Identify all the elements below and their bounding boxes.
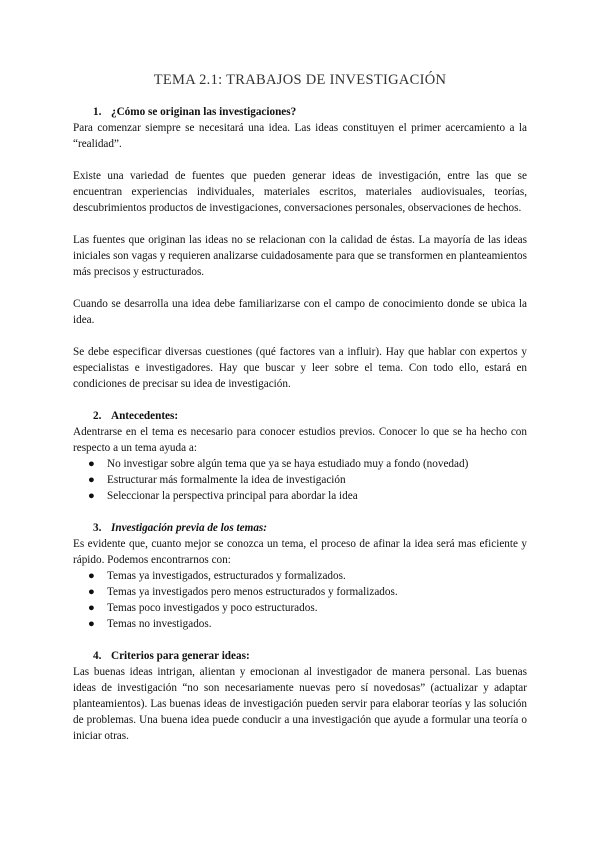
list-item: ● Seleccionar la perspectiva principal para abordar la idea <box>88 490 358 502</box>
list-item: ● Estructurar más formalmente la idea de investigación <box>88 474 346 486</box>
section-number: 3. <box>93 522 102 534</box>
section-number: 4. <box>93 650 102 662</box>
bullet-icon: ● <box>88 458 95 470</box>
bullet-list <box>73 456 527 504</box>
section-3-heading <box>73 520 527 536</box>
list-item: ● Temas ya investigados pero menos estructurados y formalizados. <box>88 586 398 598</box>
document-body <box>73 104 527 744</box>
paragraph: Las buenas ideas intrigan, alientan y emocionan al investigador de manera personal. Las buenas ideas de investigación “no son necesariamente nuevas pero sí novedosas” (actualizar y adaptar planteamientos). Las buenas ideas de investigación pueden servir para elaborar teorías y las solución de problemas. Una buena idea puede conducir a una investigación que ayude a formular una teoría o iniciar otras. <box>73 666 527 742</box>
list-item: ● Temas ya investigados, estructurados y formalizados. <box>88 570 346 582</box>
section-title: Criterios para generar ideas: <box>111 650 250 662</box>
paragraph: Adentrarse en el tema es necesario para conocer estudios previos. Conocer lo que se ha hecho con respecto a un tema ayuda a: <box>73 426 527 454</box>
list-item: ● Temas poco investigados y poco estructurados. <box>88 602 318 614</box>
section-1-heading <box>73 104 527 120</box>
bullet-icon: ● <box>88 490 95 502</box>
list-item: ● No investigar sobre algún tema que ya se haya estudiado muy a fondo (novedad) <box>88 458 469 470</box>
section-number: 2. <box>93 410 102 422</box>
paragraph: Para comenzar siempre se necesitará una idea. Las ideas constituyen el primer acercamiento a la “realidad”. <box>73 122 527 150</box>
list-item: ● Temas no investigados. <box>88 618 212 630</box>
section-title: Antecedentes: <box>111 410 179 422</box>
paragraph: Existe una variedad de fuentes que pueden generar ideas de investigación, entre las que se encuentran experiencias individuales, materiales escritos, materiales audiovisuales, teorías, descubrimientos productos de investigaciones, conversaciones personales, observaciones de hechos. <box>73 170 527 214</box>
section-title: ¿Cómo se originan las investigaciones? <box>111 106 297 118</box>
section-number: 1. <box>93 106 102 118</box>
bullet-icon: ● <box>88 474 95 486</box>
paragraph: Se debe especificar diversas cuestiones (qué factores van a influir). Hay que hablar con expertos y especialistas e investigadores. Hay que buscar y leer sobre el tema. Con todo ello, estará en condiciones de precisar su idea de investigación. <box>73 346 527 390</box>
section-4-heading <box>73 648 527 664</box>
paragraph: Las fuentes que originan las ideas no se relacionan con la calidad de éstas. La mayoría de las ideas iniciales son vagas y requieren analizarse cuidadosamente para que se transformen en planteamientos más precisos y estructurados. <box>73 234 527 278</box>
bullet-icon: ● <box>88 602 95 614</box>
bullet-icon: ● <box>88 618 95 630</box>
paragraph: Cuando se desarrolla una idea debe familiarizarse con el campo de conocimiento donde se ubica la idea. <box>73 298 527 326</box>
paragraph: Es evidente que, cuanto mejor se conozca un tema, el proceso de afinar la idea será mas eficiente y rápido. Podemos encontrarnos con: <box>73 538 527 566</box>
bullet-icon: ● <box>88 586 95 598</box>
section-2-heading <box>73 408 527 424</box>
bullet-icon: ● <box>88 570 95 582</box>
page-title: TEMA 2.1: TRABAJOS DE INVESTIGACIÓN <box>153 72 447 88</box>
bullet-list <box>73 568 527 632</box>
section-title: Investigación previa de los temas: <box>111 522 267 534</box>
